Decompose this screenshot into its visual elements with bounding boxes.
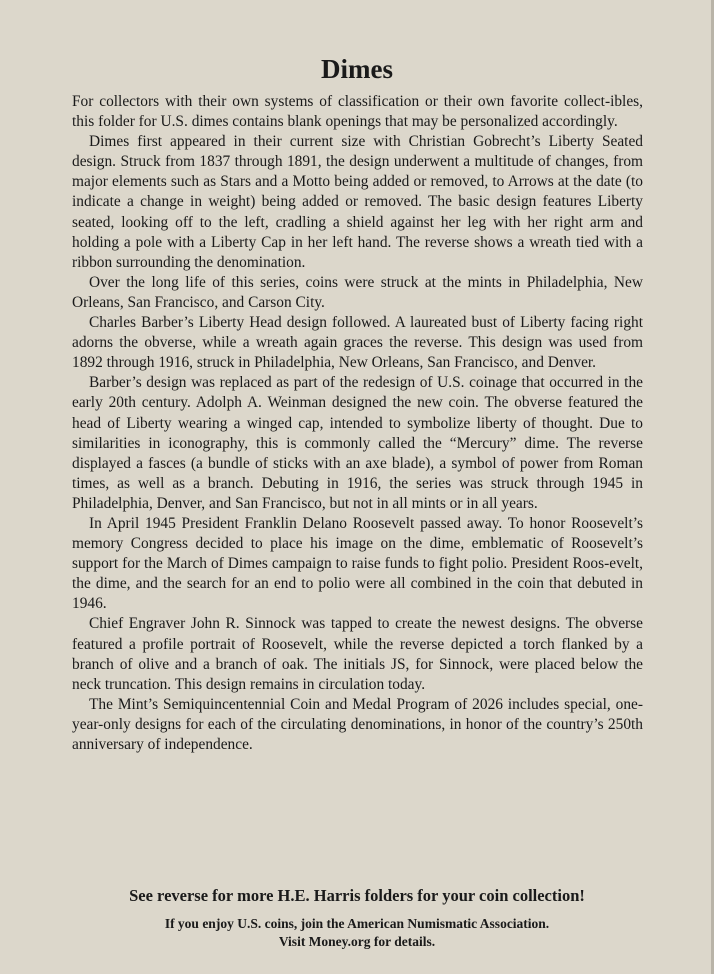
- footer-website-line: Visit Money.org for details.: [278, 934, 436, 949]
- paragraph-roosevelt-memorial: In April 1945 President Franklin Delano Roosevelt passed away. To honor Roosevelt’s memory Congress decided to place his image on the dime, emblematic of Roosevelt’s support for the March of Dimes campaign to raise funds to fight polio. President Roos-evelt, the dime, and the search for an end to polio were all combined in the coin that debuted in 1946.: [72, 514, 643, 613]
- paragraph-liberty-seated: Dimes first appeared in their current size with Christian Gobrecht’s Liberty Seated design. Struck from 1837 through 1891, the design underwent a multitude of changes, from major elements such as Stars and a Motto being added or removed, to Arrows at the date (to indicate a change in weight) being added or removed. The basic design features Liberty seated, looking off to the left, cradling a shield against her leg with her right arm and holding a pole with a Liberty Cap in her left hand. The reverse shows a wreath tied with a ribbon surrounding the denomination.: [72, 133, 643, 271]
- paragraph-sinnock: Chief Engraver John R. Sinnock was tapped to create the newest designs. The obverse featured a profile portrait of Roosevelt, while the reverse depicted a torch flanked by a branch of olive and a branch of oak. The initials JS, for Sinnock, were placed below the neck truncation. This design remains in circulation today.: [72, 615, 643, 693]
- body-text: [72, 92, 643, 755]
- paragraph-intro: For collectors with their own systems of classification or their own favorite collect-ibles, this folder for U.S. dimes contains blank openings that may be personalized accordingly.: [72, 93, 643, 131]
- page-title: Dimes: [321, 54, 393, 84]
- paragraph-mints: Over the long life of this series, coins were struck at the mints in Philadelphia, New Orleans, San Francisco, and Carson City.: [72, 273, 643, 311]
- promo-line: See reverse for more H.E. Harris folders for your coin collection!: [129, 886, 585, 905]
- paragraph-semiquincentennial: The Mint’s Semiquincentennial Coin and Medal Program of 2026 includes special, one-year-only designs for each of the circulating denominations, in honor of the country’s 250th anniversary of independence.: [72, 695, 643, 753]
- paragraph-barber: Charles Barber’s Liberty Head design followed. A laureated bust of Liberty facing right adorns the obverse, while a wreath again graces the reverse. This design was used from 1892 through 1916, struck in Philadelphia, New Orleans, San Francisco, and Denver.: [72, 314, 643, 372]
- footer-ana-line: If you enjoy U.S. coins, join the American Numismatic Association.: [164, 916, 550, 931]
- paragraph-mercury: Barber’s design was replaced as part of the redesign of U.S. coinage that occurred in the early 20th century. Adolph A. Weinman designed the new coin. The obverse featured the head of Liberty wearing a winged cap, intended to symbolize liberty of thought. Due to similarities in iconography, this is commonly called the “Mercury” dime. The reverse displayed a fasces (a bundle of sticks with an axe blade), a symbol of power from Roman times, as well as a branch. Debuting in 1916, the series was struck through 1945 in Philadelphia, Denver, and San Francisco, but not in all mints or in all years.: [72, 374, 643, 512]
- footer: [0, 915, 714, 951]
